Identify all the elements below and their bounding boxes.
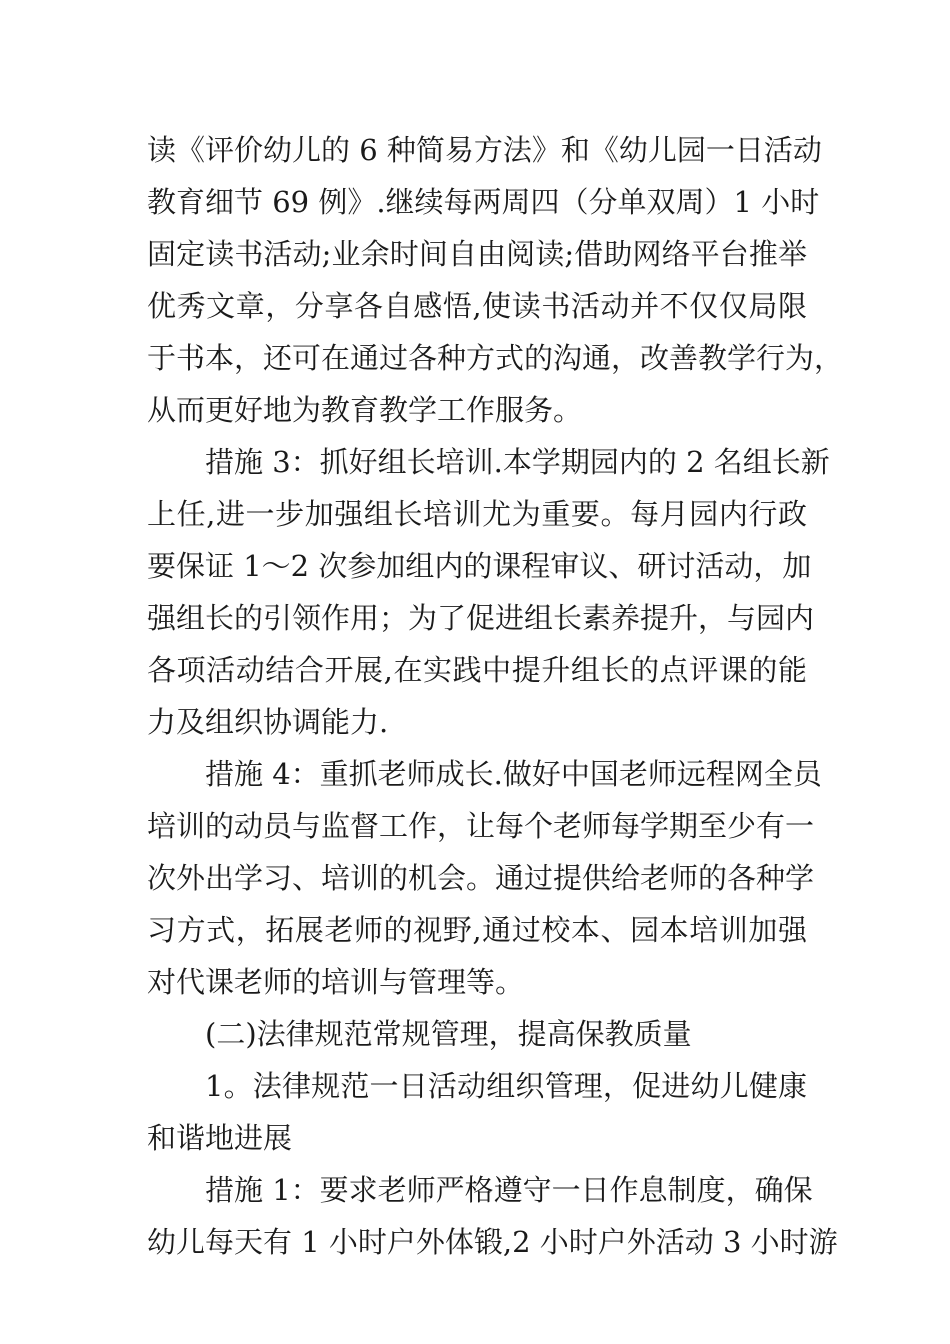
text-line: 各项活动结合开展,在实践中提升组长的点评课的能 [147,653,807,687]
text-line: 措施 1：要求老师严格遵守一日作息制度，确保 [205,1173,813,1207]
text-line: 强组长的引领作用；为了促进组长素养提升，与园内 [147,601,815,635]
text-line: 优秀文章，分享各自感悟,使读书活动并不仅仅局限 [147,289,807,323]
text-line: 要保证 1～2 次参加组内的课程审议、研讨活动，加 [147,549,812,583]
text-line: 于书本，还可在通过各种方式的沟通，改善教学行为， [147,341,844,375]
text-line: 习方式，拓展老师的视野,通过校本、园本培训加强 [147,913,807,947]
text-line: 措施 3：抓好组长培训.本学期园内的 2 名组长新 [205,445,830,479]
text-line: 措施 4：重抓老师成长.做好中国老师远程网全员 [205,757,822,791]
text-line: 读《评价幼儿的 6 种简易方法》和《幼儿园一日活动 [147,133,822,167]
text-line: 幼儿每天有 1 小时户外体锻,2 小时户外活动 3 小时游 [147,1225,838,1259]
text-line: 次外出学习、培训的机会。通过提供给老师的各种学 [147,861,815,895]
text-line: 力及组织协调能力. [147,705,389,739]
text-line: 1。法律规范一日活动组织管理，促进幼儿健康 [205,1069,807,1103]
text-line: 培训的动员与监督工作，让每个老师每学期至少有一 [147,809,815,843]
text-line: 上任,进一步加强组长培训尤为重要。每月园内行政 [147,497,807,531]
section-heading: (二)法律规范常规管理，提高保教质量 [205,1017,692,1051]
text-line: 教育细节 69 例》.继续每两周四（分单双周）1 小时 [147,185,820,219]
text-line: 固定读书活动;业余时间自由阅读;借助网络平台推举 [147,237,807,271]
text-line: 从而更好地为教育教学工作服务。 [147,393,583,427]
text-line: 和谐地进展 [147,1121,293,1155]
text-line: 对代课老师的培训与管理等。 [147,965,525,999]
body-text [147,124,844,1268]
